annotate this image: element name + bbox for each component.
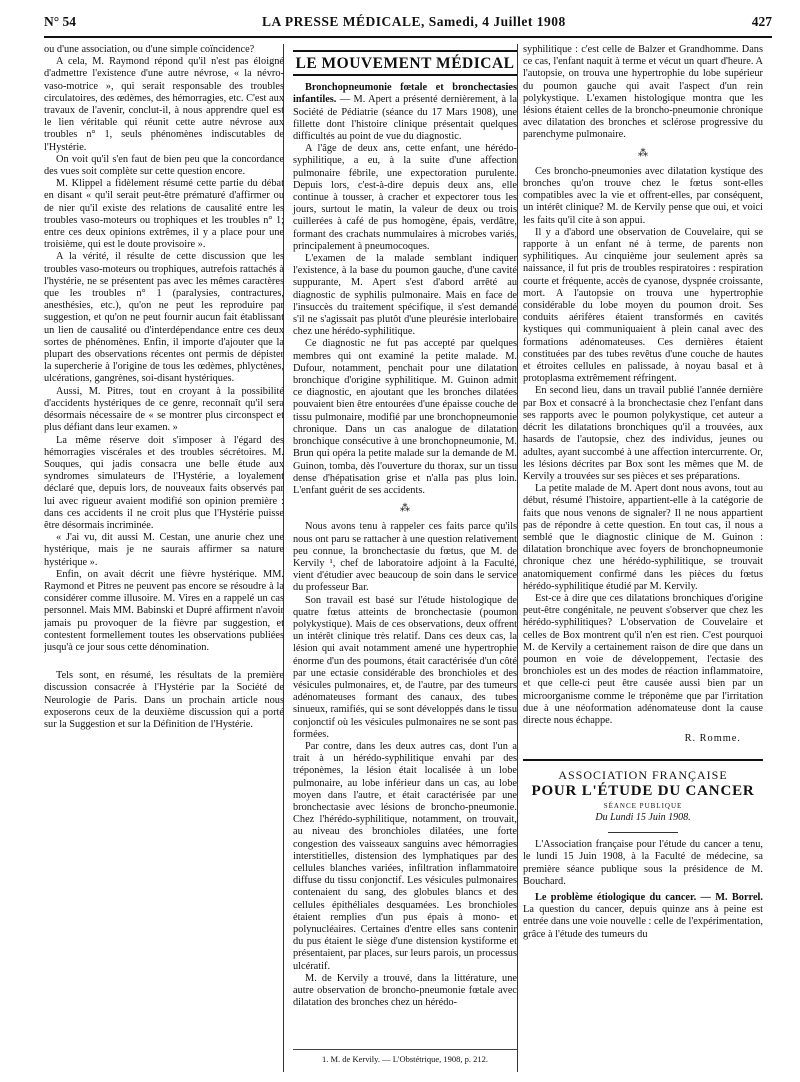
paragraph: M. Klippel a fidèlement résumé cette partie du débat en disant « qu'il serait peut-être prématuré d'affirmer ou de nier qu'il existe des relations de causalité entre les troubles vaso-moteurs ou trophiques et les troubles n° 1; entre ces deux opinions extrêmes, il y a place pour une troisième, qui est le doute provisoire ». bbox=[44, 178, 284, 251]
paragraph: A la vérité, il résulte de cette discussion que les troubles vaso-moteurs ou trophiques, autrefois rattachés à l'hystérie, ne se présentent pas avec les mêmes caractères que les troubles n° 1 (paralysies, contractures, anesthésies, etc.), qu'on ne peut les reproduire par suggestion, et qu'on ne peut fournir aucun fait établissant un lien de causalité ou d'interdépendance entre ces deux sortes de phénomènes. Enfin, il importe d'ajouter que la plupart des observations récentes ont permis de dépister la supercherie à l'origine de tous les œdèmes, phlyctènes, ulcérations, gangrènes, soi-disant hystériques. bbox=[44, 251, 284, 385]
paragraph: syphilitique : c'est celle de Balzer et Grandhomme. Dans ce cas, l'enfant naquit à terme et vécut un quart d'heure. A l'autopsie, on trouva une hypertrophie du lobe supérieur du poumon gauche qui avait l'aspect d'un rein polykystique. L'examen histologique montra que les lésions étaient celles de la broncho-pneumonie chronique avec dilatation des bronches et sclérose progressive du parenchyme pulmonaire. bbox=[523, 44, 763, 141]
column-3 bbox=[523, 44, 763, 1072]
paragraph bbox=[523, 892, 763, 941]
association-notice bbox=[523, 759, 763, 833]
paragraph: Est-ce à dire que ces dilatations bronchiques d'origine peut-être congénitale, ne peuvent s'observer que chez les hérédo-syphilitiques? L'observation de Couvelaire et celles de Box montrent qu'il n'en est rien. C'est pourquoi M. de Kervily a certainement raison de dire que dans un poumon en voie de développement, l'ectasie des bronchioles est un des modes de réaction inflammatoire, et que celle-ci peut être causée aussi bien par un microorganisme comme le tréponème que par l'irritation due à une néoformation adénomateuse dont la cause directe nous échappe. bbox=[523, 592, 763, 726]
section-separator: ⁂ bbox=[400, 503, 410, 515]
paragraph: L'Association française pour l'étude du cancer a tenu, le lundi 15 Juin 1908, à la Faculté de médecine, sa première séance publique sous la présidence de M. Bouchard. bbox=[523, 839, 763, 887]
paragraph: A l'âge de deux ans, cette enfant, une hérédo-syphilitique, a eu, à la suite d'une affection pulmonaire fébrile, une expectoration purulente. Depuis lors, c'est-à-dire depuis deux ans, elle continue à tousser, à cracher et expectorer tous les jours, surtout le matin, la valeur de deux ou trois cuillerées à café de pus homogène, épais, verdâtre, formant des crachats nummulaires à microbes variés, principalement à pneumocoques. bbox=[293, 143, 517, 252]
page-number: 427 bbox=[751, 14, 772, 29]
article-lead bbox=[293, 82, 517, 143]
subheading: Le problème étiologique du cancer. — M. Borrel. bbox=[535, 892, 763, 903]
journal-title: LA PRESSE MÉDICALE, Samedi, 4 Juillet 1908 bbox=[261, 14, 566, 29]
paragraph: Aussi, M. Pitres, tout en croyant à la possibilité d'accidents hystériques de ce genre, reconnaît qu'il sera désormais nécessaire de « se montrer plus circonspect et plus défiant dans leur examen. » bbox=[44, 385, 284, 434]
page-header bbox=[44, 14, 772, 38]
session-label: SÉANCE PUBLIQUE bbox=[603, 801, 683, 810]
association-subtitle: POUR L'ÉTUDE DU CANCER bbox=[531, 782, 755, 799]
paragraph: ou d'une association, ou d'une simple coïncidence? bbox=[44, 44, 255, 55]
paragraph: Son travail est basé sur l'étude histologique de quatre fœtus atteints de bronchectasie (poumon polykystique). Mais de ces observations, deux offrent un intérêt clinique très relatif. Dans ces deux cas, la lésion qui avait notamment amené une hypertrophie énorme d'un des poumons, était caractérisée d'un côté par une ectasie considérable des bronchioles et des vésicules pulmonaires, et, de l'autre, par des tumeurs adénomateuses formant des canaux, des tubes sinueux, ramifiés, qui se sont développés dans le tissu conjonctif où les vésicules pulmonaires ne se sont pas formées. bbox=[293, 594, 517, 740]
paragraph: Il y a d'abord une observation de Couvelaire, qui se rapporte à un enfant né à terme, de parents non syphilitiques. Au cinquième jour seulement après sa naissance, il fut pris de troubles respiratoires : respiration courte et fréquente, accès de cyanose, dyspnée croissante, mort. A l'autopsie on trouva une hypertrophie considérable du lobe moyen du poumon droit. Ses conduits aérifères étaient transformés en cavités kystiques qui communiquaient à plein canal avec des formations adénomateuses. Ces dernières étaient constituées par des tubes revêtus d'une couche de hautes et étroites cellules en palissade, à noyau basal et à protoplasma extrêmement réfringent. bbox=[523, 226, 763, 385]
section-separator: ⁂ bbox=[638, 147, 648, 159]
article-lead-text: — M. Apert a présenté dernièrement, à la Société de Pédiatrie (séance du 17 Mars 1908), une fillette dont l'histoire clinique présentait quelques difficultés au point de vue du diagnostic. bbox=[293, 94, 517, 143]
column-1 bbox=[44, 44, 284, 1072]
paragraph: La petite malade de M. Apert dont nous avons, tout au début, résumé l'histoire, appartient-elle à la catégorie de faits que nous venons de signaler? Il ne nous appartient pas de répondre à cette question. En tout cas, il nous a semblé que le diagnostic clinique de M. Guinon : dilatation bronchique avec foyers de bronchopneumonie chronique chez une hérédo-syphilitique, se trouvait anatomiquement confirmé dans les pièces du fœtus hérédo-syphilitique étudié par M. Kervily. bbox=[523, 483, 763, 592]
issue-number: N° 54 bbox=[44, 14, 77, 29]
paragraph: A cela, M. Raymond répond qu'il n'est pas éloigné d'admettre l'existence d'une autre névrose, « la névro-vaso-motrice », qui serait responsable des troubles circulatoires, des œdèmes, des hémorragies, etc. C'est aux travaux de l'avenir, conclut-il, à nous apprendre quel est le lien véritable qui réunit cette autre névrose aux troubles n° 1, seuls phénomènes indiscutables de l'Hystérie. bbox=[44, 56, 284, 153]
paragraph: La même réserve doit s'imposer à l'égard des hémorragies viscérales et des troubles sécrétoires. M. Souques, qui jadis consacra une belle étude aux syndromes simulateurs de l'Hystérie, a loyalement déclaré que, depuis lors, de nouveaux faits observés par lui avec rigueur avaient modifié son opinion première : dans ces accidents il ne croit plus que l'Hystérie puisse être désormais incriminée. bbox=[44, 434, 284, 531]
paragraph: Tels sont, en résumé, les résultats de la première discussion consacrée à l'Hystérie par la Société de Neurologie de Paris. Dans un prochain article nous exposerons ceux de la deuxième discussion qui a porté sur la Suggestion et sur la Définition de l'Hystérie. bbox=[44, 670, 284, 730]
paragraph: « J'ai vu, dit aussi M. Cestan, une anurie chez une hystérique, mais je ne saurais affirmer sa nature hystérique ». bbox=[44, 532, 284, 568]
section-title: LE MOUVEMENT MÉDICAL bbox=[293, 50, 517, 76]
session-date: Du Lundi 15 Juin 1908. bbox=[595, 811, 691, 823]
author-signature: R. Romme. bbox=[684, 733, 741, 745]
paragraph: En second lieu, dans un travail publié l'année dernière par Box et consacré à la bronchectasie chez l'enfant dans ses rapports avec le poumon polykystique, cet auteur a décrit les dilatations bronchiques qu'il a trouvées, aux hasards de l'autopsie, chez des individus, jeunes ou adultes, ayant succombé à une affection intercurrente. Or, les lésions décrites par Box sont les mêmes que M. de Kervily a trouvées sur ses pièces et ses préparations. bbox=[523, 385, 763, 482]
paragraph: L'examen de la malade semblant indiquer l'existence, à la base du poumon gauche, d'une cavité suppurante, M. Apert s'est d'abord arrêté au diagnostic de syphilis pulmonaire. Mais en face de l'insuccès du traitement spécifique, il s'est demandé s'il ne s'agissait pas plutôt d'une pleurésie interlobaire chez une hérédo-syphilitique. bbox=[293, 253, 517, 338]
association-name: ASSOCIATION FRANÇAISE bbox=[558, 768, 728, 783]
paragraph: Nous avons tenu à rappeler ces faits parce qu'ils nous ont paru se rattacher à une question relativement peu connue, la bronchectasie du fœtus, que M. de Kervily ¹, chef de laboratoire adjoint à la Faculté, vient d'étudier avec beaucoup de soin dans le service du professeur Bar. bbox=[293, 521, 517, 594]
paragraph: Par contre, dans les deux autres cas, dont l'un a trait à un hérédo-syphilitique envahi par des tréponèmes, la lésion était localisée à un lobe pulmonaire, au lobe inférieur dans un cas, au lobe moyen dans l'autre, et était caractérisée par une bronchectasie avec lésions de broncho-pneumonie. Chez l'hérédo-syphilitique, notamment, on trouvait, au niveau des bronchioles dilatées, une forte congestion des vaisseaux sanguins avec hémorragies interstitielles, distension des lymphatiques par des cellules blanches variées, infiltration inflammatoire diffuse du tissu conjonctif. Les vésicules pulmonaires contenaient du sang, des globules blancs et des cellules épithéliales desquamées. Les bronchioles étaient remplies d'un pus épais à mono- et polynucléaires. Certaines d'entre elles sans contenir du pus étaient le siège d'une distension kystiforme et présentaient, par places, sur leurs parois, un processus ulcératif. bbox=[293, 740, 517, 972]
subheading-text: La question du cancer, depuis quinze ans à peine est entrée dans une voie nouvelle : celle de l'expérimentation, grâce à l'étude des tumeurs du bbox=[523, 904, 763, 940]
divider bbox=[608, 832, 678, 833]
paragraph: Enfin, on avait décrit une fièvre hystérique. MM. Raymond et Pitres ne peuvent pas encore se résoudre à la considérer comme illusoire. M. Vires en a rappelé un cas personnel. Mais MM. Babinski et Dupré affirment n'avoir jamais pu provoquer de la fièvre par suggestion, et contestent formellement toutes les observations publiées jusqu'à ce jour sous cette dénomination. bbox=[44, 568, 284, 653]
paragraph: M. de Kervily a trouvé, dans la littérature, une autre observation de broncho-pneumonie fœtale avec dilatation des bronches chez un hérédo- bbox=[293, 972, 517, 1009]
article-title: Bronchopneumonie fœtale et bronchectasies infantiles. bbox=[293, 82, 517, 106]
column-2 bbox=[283, 44, 517, 1072]
footnote: 1. M. de Kervily. — L'Obstétrique, 1908, p. 212. bbox=[293, 1049, 517, 1064]
paragraph: Ces broncho-pneumonies avec dilatation kystique des bronches qu'on trouve chez le fœtus sont-elles compatibles avec la vie et offrent-elles, par conséquent, un intérêt clinique? M. de Kervily pense que oui, et voici les faits qu'il cite à son appui. bbox=[523, 165, 763, 226]
paragraph: On voit qu'il s'en faut de bien peu que la concordance des vues soit complète sur cette question encore. bbox=[44, 153, 284, 178]
column-rule-right bbox=[517, 44, 518, 1072]
paragraph: Ce diagnostic ne fut pas accepté par quelques membres qui ont examiné la petite malade. M. Dufour, notamment, penchait pour une dilatation bronchique d'origine syphilitique. M. Guinon admit ce diagnostic, en ajoutant que les bronches dilatées pouvaient bien être entourées d'une épaisse couche de tissu pulmonaire, modifié par une bronchopneumonie chronique. Dans un cas analogue de dilatation bronchique consécutive à une bronchopneumonie, M. Brun qui opéra la petite malade sur la demande de M. Guinon, tomba, dès l'ouverture du thorax, sur un tissu dense d'hépatisation grise et n'alla pas plus loin. L'enfant guérit de ses accidents. bbox=[293, 338, 517, 496]
